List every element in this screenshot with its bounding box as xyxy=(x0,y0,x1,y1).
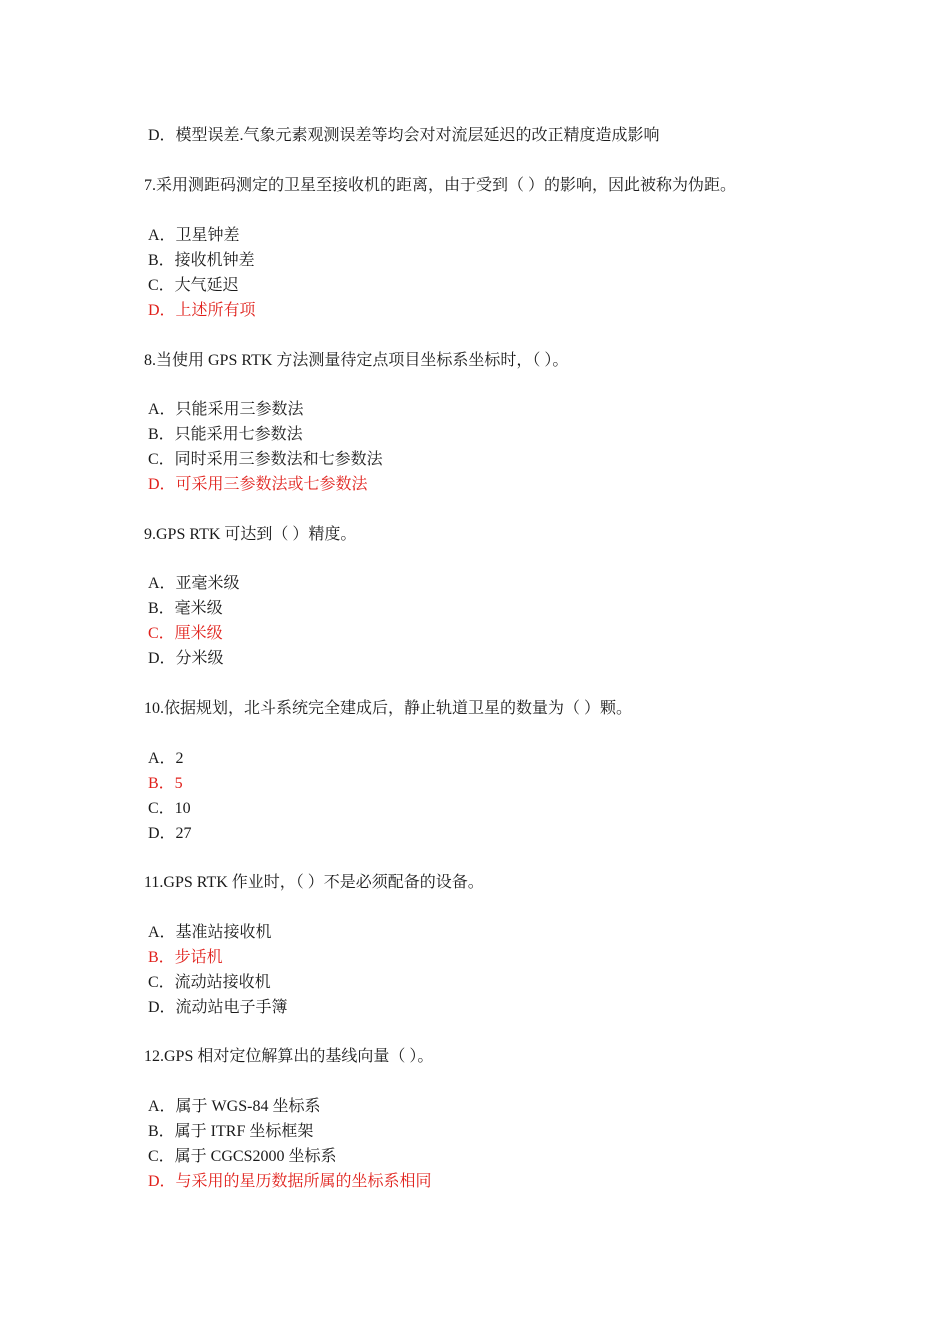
option-line: C．流动站接收机 xyxy=(148,974,271,991)
option-line: C．属于 CGCS2000 坐标系 xyxy=(148,1148,337,1165)
option-line: A．卫星钟差 xyxy=(148,227,240,244)
option-line: A．属于 WGS-84 坐标系 xyxy=(148,1098,321,1115)
correct-option-line: D．可采用三参数法或七参数法 xyxy=(148,476,368,493)
question-10: 10.依据规划，北斗系统完全建成后，静止轨道卫星的数量为（ ）颗。 xyxy=(144,700,633,717)
question-8: 8.当使用 GPS RTK 方法测量待定点项目坐标系坐标时，（ ）。 xyxy=(144,352,569,369)
option-line: A．亚毫米级 xyxy=(148,575,240,592)
correct-option-line: C．厘米级 xyxy=(148,625,223,642)
option-line: D．模型误差.气象元素观测误差等均会对对流层延迟的改正精度造成影响 xyxy=(148,127,660,144)
correct-option-line: D．上述所有项 xyxy=(148,302,256,319)
option-line: B．接收机钟差 xyxy=(148,252,255,269)
question-11: 11.GPS RTK 作业时，（ ）不是必须配备的设备。 xyxy=(144,874,484,891)
correct-option-line: D．与采用的星历数据所属的坐标系相同 xyxy=(148,1173,432,1190)
correct-option-line: B．步话机 xyxy=(148,949,223,966)
option-line: C．同时采用三参数法和七参数法 xyxy=(148,451,383,468)
option-line: A．基准站接收机 xyxy=(148,924,272,941)
option-line: B．属于 ITRF 坐标框架 xyxy=(148,1123,314,1140)
option-line: B．毫米级 xyxy=(148,600,223,617)
question-12: 12.GPS 相对定位解算出的基线向量（ ）。 xyxy=(144,1048,434,1065)
question-9: 9.GPS RTK 可达到（ ）精度。 xyxy=(144,526,357,543)
option-line: A．2 xyxy=(148,750,184,767)
option-line: B．只能采用七参数法 xyxy=(148,426,303,443)
option-line: C．大气延迟 xyxy=(148,277,239,294)
option-line: A．只能采用三参数法 xyxy=(148,401,304,418)
option-line: D．流动站电子手簿 xyxy=(148,999,288,1016)
option-line: C．10 xyxy=(148,800,191,817)
option-line: D．27 xyxy=(148,825,192,842)
question-7: 7.采用测距码测定的卫星至接收机的距离，由于受到（ ）的影响，因此被称为伪距。 xyxy=(144,177,737,194)
correct-option-line: B．5 xyxy=(148,775,183,792)
option-line: D．分米级 xyxy=(148,650,224,667)
